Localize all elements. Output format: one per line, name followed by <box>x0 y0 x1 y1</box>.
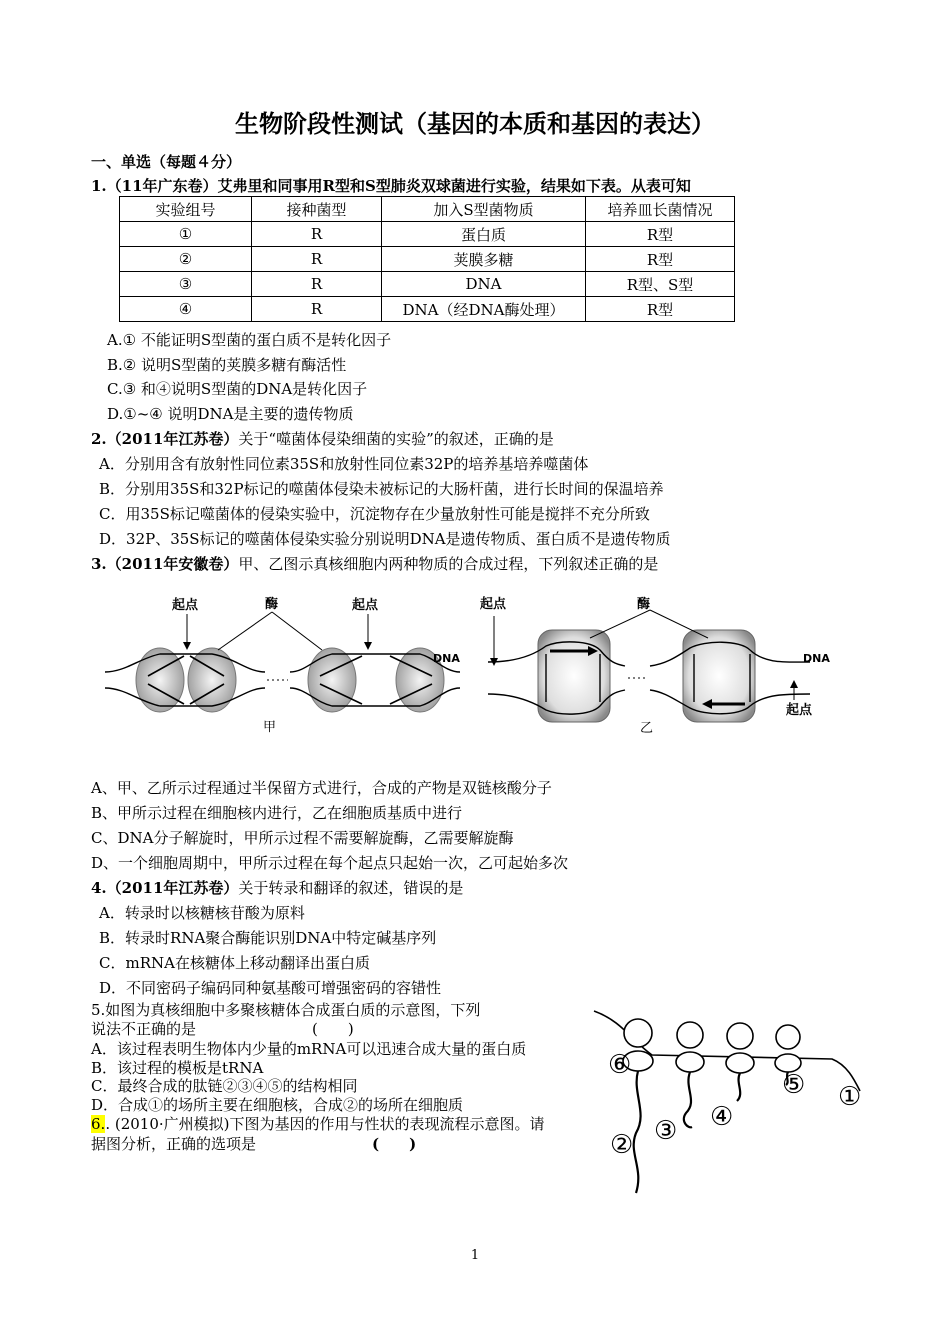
replication-transcription-figure <box>100 588 845 738</box>
origin-label: 起点 <box>172 598 199 613</box>
table-header: 接种菌型 <box>252 197 382 222</box>
table-row <box>120 247 735 272</box>
peptide-label-2: ② <box>610 1130 634 1160</box>
table-header: 实验组号 <box>120 197 252 222</box>
q3-option-c: C、DNA分子解旋时，甲所示过程不需要解旋酶，乙需要解旋酶 <box>91 829 514 847</box>
table-cell: R型 <box>586 222 735 247</box>
q2-option-d: D．32P、35S标记的噬菌体侵染实验分别说明DNA是遗传物质、蛋白质不是遗传物质 <box>99 530 671 548</box>
q1-option-d: D.①~④ 说明DNA是主要的遗传物质 <box>107 405 354 423</box>
q4-option-d: D．不同密码子编码同种氨基酸可增强密码的容错性 <box>99 979 442 997</box>
table-cell: ② <box>120 247 252 272</box>
table-cell: R <box>252 247 382 272</box>
section-heading: 一、单选（每题４分） <box>91 153 242 171</box>
page-number: 1 <box>470 1248 480 1263</box>
origin-label: 起点 <box>786 703 813 718</box>
origin-label: 起点 <box>480 597 507 612</box>
q2-option-a: A．分别用含有放射性同位素35S和放射性同位素32P的培养基培养噬菌体 <box>99 455 589 473</box>
table-header: 培养皿长菌情况 <box>586 197 735 222</box>
enzyme-label: 酶 <box>637 597 651 612</box>
table-header-row <box>120 197 735 222</box>
peptide-label-5: ⑤ <box>782 1070 806 1100</box>
q6-number: 6. <box>91 1115 106 1133</box>
q2-stem <box>91 428 554 449</box>
table-header: 加入S型菌物质 <box>382 197 586 222</box>
table-cell: R <box>252 272 382 297</box>
q6-stem-line1 <box>91 1113 545 1134</box>
q5-option-c: C．最终合成的肽链②③④⑤的结构相同 <box>91 1077 358 1095</box>
table-cell: R <box>252 222 382 247</box>
q1-option-c: C.③ 和④说明S型菌的DNA是转化因子 <box>107 380 368 398</box>
q6-text: 据图分析，正确的选项是 <box>91 1135 257 1153</box>
dna-label: DNA <box>433 652 460 665</box>
q2-source: 2.（2011年江苏卷） <box>91 430 239 448</box>
origin-label: 起点 <box>352 598 379 613</box>
q3-option-b: B、甲所示过程在细胞核内进行，乙在细胞质基质中进行 <box>91 804 463 822</box>
table-cell: R型、S型 <box>586 272 735 297</box>
q4-option-a: A．转录时以核糖核苷酸为原料 <box>99 904 305 922</box>
table-cell: 蛋白质 <box>382 222 586 247</box>
table-cell: ① <box>120 222 252 247</box>
q4-source: 4.（2011年江苏卷） <box>91 879 239 897</box>
q5-stem-line1: 5.如图为真核细胞中多聚核糖体合成蛋白质的示意图，下列 <box>91 1001 481 1019</box>
peptide-label-4: ④ <box>710 1102 734 1132</box>
table-cell: R型 <box>586 247 735 272</box>
peptide-label-3: ③ <box>654 1116 678 1146</box>
q3-option-a: A、甲、乙所示过程通过半保留方式进行，合成的产物是双链核酸分子 <box>91 779 552 797</box>
q6-stem-line2 <box>91 1133 416 1154</box>
table-cell: DNA（经DNA酶处理） <box>382 297 586 322</box>
table-cell: DNA <box>382 272 586 297</box>
enzyme-label: 酶 <box>265 597 279 612</box>
figure-yi <box>480 596 830 736</box>
q4-option-b: B．转录时RNA聚合酶能识别DNA中特定碱基序列 <box>99 929 437 947</box>
mrna-label-1: ① <box>838 1082 862 1112</box>
polyribosome-figure <box>592 1003 872 1198</box>
q3-stem-text: 甲、乙图示真核细胞内两种物质的合成过程，下列叙述正确的是 <box>238 555 659 573</box>
q2-option-c: C．用35S标记噬菌体的侵染实验中，沉淀物存在少量放射性可能是搅拌不充分所致 <box>99 505 650 523</box>
table-cell: R型 <box>586 297 735 322</box>
table-row <box>120 222 735 247</box>
experiment-table <box>119 196 735 322</box>
table-cell: R <box>252 297 382 322</box>
q4-stem-text: 关于转录和翻译的叙述，错误的是 <box>238 879 464 897</box>
q1-option-b: B.② 说明S型菌的荚膜多糖有酶活性 <box>107 356 347 374</box>
page-title: 生物阶段性测试（基因的本质和基因的表达） <box>235 109 715 138</box>
q3-option-d: D、一个细胞周期中，甲所示过程在每个起点只起始一次，乙可起始多次 <box>91 854 569 872</box>
q5-stem-line2 <box>91 1018 354 1039</box>
table-row <box>120 272 735 297</box>
q2-option-b: B．分别用35S和32P标记的噬菌体侵染未被标记的大肠杆菌，进行长时间的保温培养 <box>99 480 664 498</box>
figure-jia <box>105 596 460 735</box>
table-cell: ③ <box>120 272 252 297</box>
q2-stem-text: 关于“噬菌体侵染细菌的实验”的叙述，正确的是 <box>238 430 554 448</box>
q3-source: 3.（2011年安徽卷） <box>91 555 239 573</box>
answer-paren: ( ) <box>312 1020 354 1038</box>
q5-option-d: D．合成①的场所主要在细胞核，合成②的场所在细胞质 <box>91 1096 464 1114</box>
table-cell: ④ <box>120 297 252 322</box>
dna-label: DNA <box>803 652 830 665</box>
q3-stem <box>91 553 658 574</box>
table-row <box>120 297 735 322</box>
q1-stem: 1.（11年广东卷）艾弗里和同事用R型和S型肺炎双球菌进行实验，结果如下表。从表可知 <box>91 177 691 195</box>
q4-option-c: C．mRNA在核糖体上移动翻译出蛋白质 <box>99 954 370 972</box>
q6-text: . (2010·广州模拟)下图为基因的作用与性状的表现流程示意图。请 <box>105 1115 545 1133</box>
ribosome-label-6: ⑥ <box>608 1050 632 1080</box>
q5-option-b: B．该过程的模板是tRNA <box>91 1059 264 1077</box>
figure-label-jia: 甲 <box>263 720 277 735</box>
figure-label-yi: 乙 <box>640 721 654 736</box>
answer-paren: ( ) <box>372 1135 417 1153</box>
q5-stem-text: 说法不正确的是 <box>91 1020 197 1038</box>
q1-option-a: A.① 不能证明S型菌的蛋白质不是转化因子 <box>107 331 392 349</box>
q5-option-a: A．该过程表明生物体内少量的mRNA可以迅速合成大量的蛋白质 <box>91 1040 527 1058</box>
q4-stem <box>91 877 463 898</box>
table-cell: 荚膜多糖 <box>382 247 586 272</box>
